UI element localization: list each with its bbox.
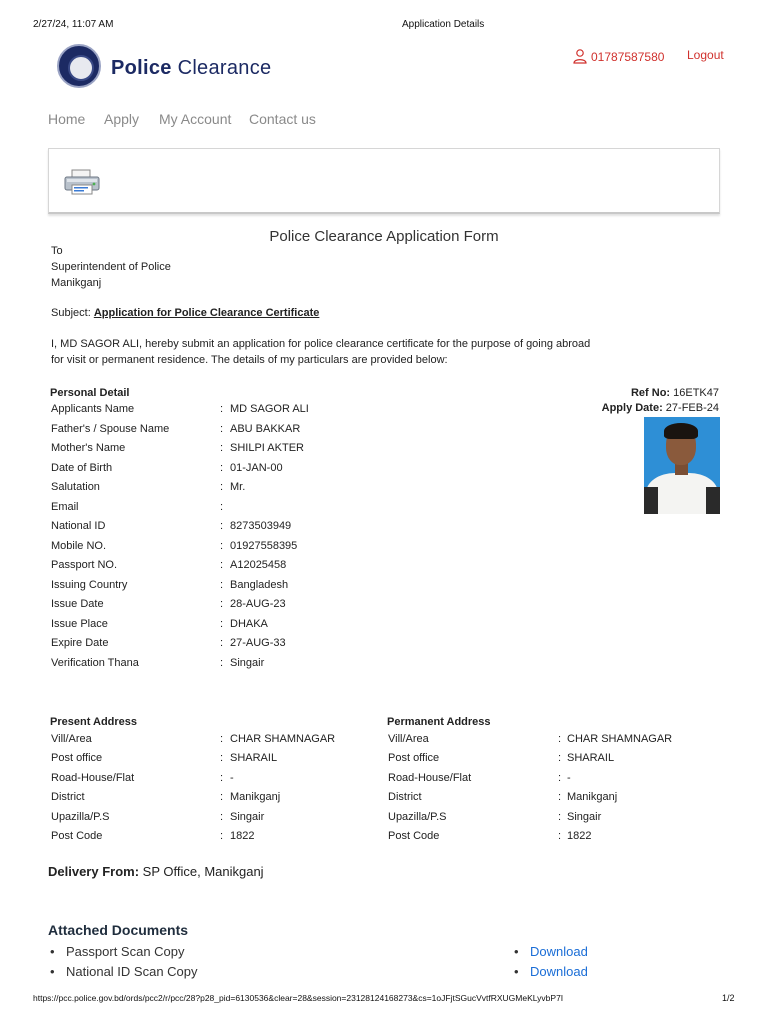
row-label: Issue Place — [51, 617, 108, 630]
row-value: CHAR SHAMNAGAR — [230, 733, 336, 745]
row-value: 1822 — [230, 830, 255, 842]
row-label: District — [51, 791, 85, 804]
row-value: 27-AUG-33 — [230, 637, 286, 649]
brand-name-bold: Police — [111, 57, 172, 79]
permanent-address-heading: Permanent Address — [387, 716, 491, 728]
row-value: 01-JAN-00 — [230, 461, 283, 474]
letter-subject — [51, 307, 319, 319]
subject-label: Subject: — [51, 307, 94, 319]
row-label: Email — [51, 500, 79, 513]
row-label: Vill/Area — [388, 733, 429, 745]
user-icon — [572, 48, 588, 64]
intro-line-2: for visit or permanent residence. The details of my particulars are provided below: — [51, 354, 448, 366]
row-colon: : — [220, 481, 224, 493]
row-label: Upazilla/P.S — [388, 810, 447, 823]
list-item: • Passport Scan Copy — [50, 944, 185, 959]
row-colon: : — [220, 656, 224, 669]
row-label: Post office — [388, 752, 440, 765]
brand-name[interactable] — [111, 57, 271, 80]
subject-text: Application for Police Clearance Certificate — [93, 307, 320, 319]
row-label: Post office — [51, 752, 103, 765]
row-value: Manikganj — [230, 791, 281, 804]
nav-contact-us[interactable]: Contact us — [249, 111, 316, 127]
row-colon: : — [558, 810, 562, 823]
print-footer-page: 1/2 — [722, 993, 735, 1003]
row-value: 01927558395 — [230, 539, 298, 552]
download-link-label[interactable]: Download — [530, 944, 588, 959]
delivery-label: Delivery From: — [48, 864, 140, 879]
personal-detail-heading: Personal Detail — [50, 387, 130, 399]
row-label: Post Code — [388, 830, 440, 842]
row-label: Mobile NO. — [51, 539, 107, 552]
row-label: Verification Thana — [51, 656, 139, 669]
row-label: Mother's Name — [51, 442, 126, 454]
row-label: Salutation — [51, 481, 100, 493]
row-value: SHARAIL — [230, 752, 278, 765]
delivery-value: SP Office, Manikganj — [139, 864, 264, 879]
row-colon: : — [220, 578, 224, 591]
nav-home[interactable]: Home — [48, 111, 86, 127]
row-value: Mr. — [230, 481, 246, 493]
row-colon: : — [220, 422, 224, 435]
row-colon: : — [220, 461, 224, 474]
letter-recipient: Superintendent of Police — [51, 261, 171, 273]
document-name: Passport Scan Copy — [66, 944, 185, 959]
row-value: Singair — [567, 810, 602, 823]
letter-to: To — [51, 245, 63, 257]
applicant-photo — [644, 417, 720, 514]
row-value: Singair — [230, 656, 265, 669]
row-colon: : — [220, 771, 224, 784]
ref-no — [631, 387, 719, 399]
row-value: - — [567, 771, 571, 784]
nav-my-account[interactable]: My Account — [159, 111, 232, 127]
apply-date-value: 27-FEB-24 — [662, 402, 719, 414]
apply-date — [602, 402, 719, 414]
row-value: A12025458 — [230, 559, 287, 571]
row-label: District — [388, 791, 422, 804]
form-title: Police Clearance Application Form — [269, 228, 499, 245]
row-value: 8273503949 — [230, 520, 292, 532]
row-label: Road-House/Flat — [388, 771, 472, 784]
printer-icon[interactable] — [63, 169, 101, 195]
row-value: SHILPI AKTER — [230, 442, 304, 454]
row-colon: : — [220, 539, 224, 552]
row-label: Road-House/Flat — [51, 771, 135, 784]
row-label: Father's / Spouse Name — [51, 422, 170, 435]
row-colon: : — [220, 733, 224, 745]
row-colon: : — [220, 637, 224, 649]
ref-no-value: 16ETK47 — [670, 387, 719, 399]
phone-number: 01787587580 — [591, 50, 665, 64]
row-value: - — [230, 771, 234, 784]
row-label: Passport NO. — [51, 559, 118, 571]
row-value: CHAR SHAMNAGAR — [567, 733, 673, 745]
row-label: Upazilla/P.S — [51, 810, 110, 823]
document-name: National ID Scan Copy — [66, 964, 198, 979]
present-address-heading: Present Address — [50, 716, 138, 728]
row-colon: : — [220, 403, 224, 415]
row-label: Expire Date — [51, 637, 109, 649]
download-link[interactable]: • Download — [514, 944, 588, 959]
download-link[interactable]: • Download — [514, 964, 588, 979]
letter-district: Manikganj — [51, 277, 102, 289]
download-link-label[interactable]: Download — [530, 964, 588, 979]
row-colon: : — [220, 830, 224, 842]
row-label: Date of Birth — [51, 461, 113, 474]
row-colon: : — [220, 810, 224, 823]
row-colon: : — [558, 771, 562, 784]
row-colon: : — [220, 791, 224, 804]
row-value: Singair — [230, 810, 265, 823]
attached-documents-heading: Attached Documents — [48, 922, 189, 938]
row-label: National ID — [51, 520, 106, 532]
row-value: Manikganj — [567, 791, 618, 804]
row-colon: : — [220, 598, 224, 610]
ref-no-label: Ref No: — [630, 387, 671, 399]
print-datetime: 2/27/24, 11:07 AM — [33, 19, 114, 30]
intro-line-1: I, MD SAGOR ALI, hereby submit an application for police clearance certificate for the purpose of going abroad — [51, 338, 591, 350]
row-colon: : — [220, 752, 224, 765]
row-colon: : — [220, 442, 224, 454]
print-toolbar — [48, 148, 720, 214]
row-value: SHARAIL — [567, 752, 615, 765]
row-value: ABU BAKKAR — [230, 422, 301, 435]
print-title: Application Details — [402, 19, 485, 30]
account-phone[interactable] — [572, 48, 664, 64]
row-colon: : — [220, 559, 224, 571]
logout-link[interactable]: Logout — [687, 48, 724, 62]
row-label: Vill/Area — [51, 733, 92, 745]
row-value: MD SAGOR ALI — [230, 403, 309, 415]
delivery-from — [48, 864, 264, 879]
row-value: DHAKA — [230, 617, 268, 630]
print-footer-url: https://pcc.police.gov.bd/ords/pcc2/r/pcc/28?p28_pid=6130536&clear=28&session=23128124168273&cs=1oJFjtSGucVvtfRXUGMeKLyvbP7I — [33, 993, 564, 1003]
brand-name-rest: Clearance — [171, 57, 272, 79]
row-colon: : — [558, 733, 562, 745]
row-value: 28-AUG-23 — [230, 598, 286, 610]
apply-date-label: Apply Date: — [601, 402, 663, 414]
row-label: Post Code — [51, 830, 103, 842]
row-label: Applicants Name — [51, 403, 135, 415]
list-item: • National ID Scan Copy — [50, 964, 198, 979]
police-emblem-logo[interactable] — [57, 44, 101, 88]
row-colon: : — [220, 500, 224, 513]
row-colon: : — [558, 791, 562, 804]
row-value: Bangladesh — [230, 578, 289, 591]
row-colon: : — [558, 830, 562, 842]
row-colon: : — [220, 520, 224, 532]
row-colon: : — [558, 752, 562, 765]
row-label: Issue Date — [51, 598, 104, 610]
nav-apply[interactable]: Apply — [104, 111, 140, 127]
row-label: Issuing Country — [51, 578, 128, 591]
row-value: 1822 — [567, 830, 592, 842]
row-colon: : — [220, 617, 224, 630]
